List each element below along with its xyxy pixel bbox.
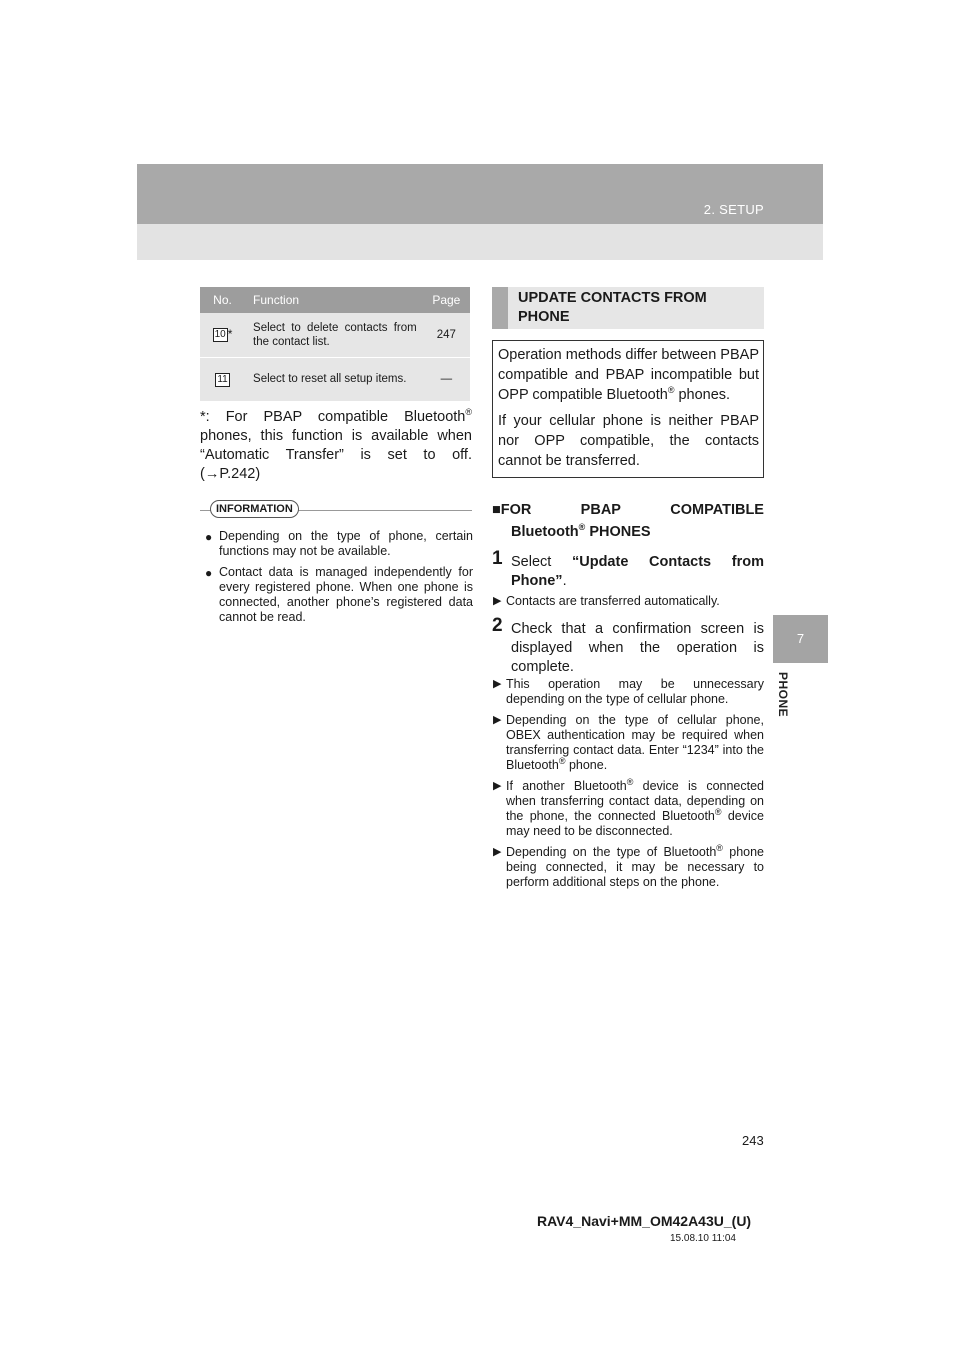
list-item: ▶ Contacts are transferred automatically. xyxy=(493,594,720,608)
intro-paragraph: If your cellular phone is neither PBAP nor OPP compatible, the contacts cannot be transferred. xyxy=(498,413,759,469)
row-number-badge: 10 xyxy=(214,329,226,341)
intro-box xyxy=(492,340,764,478)
footnote-marker: * xyxy=(227,327,233,342)
information-label: INFORMATION xyxy=(210,500,299,518)
list-item: ▶ Depending on the type of Bluetooth® phone being connected, it may be necessary to perform additional steps on the phone. xyxy=(493,842,765,889)
section-title: 2. SETUP xyxy=(703,202,764,217)
triangle-bullet-icon: ▶ xyxy=(493,595,502,607)
row-number-cell xyxy=(200,357,245,401)
table-footnote: *: For PBAP compatible Bluetooth® phones, this function is available when “Automatic Transfer” is set to off. (→P.242) xyxy=(200,407,472,482)
col-function: Function xyxy=(245,287,423,313)
step-1-notes xyxy=(492,594,764,615)
list-item: ● Contact data is managed independently for every registered phone. When one phone is connected, another phone’s registered data cannot be read. xyxy=(205,565,473,624)
list-item: ▶ This operation may be unnecessary depending on the type of cellular phone. xyxy=(493,677,764,706)
table-row xyxy=(200,313,470,357)
step-number: 1 xyxy=(492,548,503,569)
page-cell: 247 xyxy=(423,313,470,357)
registered-mark: ® xyxy=(465,407,472,418)
page-cell: — xyxy=(423,357,470,401)
step-2-notes xyxy=(492,677,764,896)
col-no: No. xyxy=(200,287,245,313)
function-cell: Select to reset all setup items. xyxy=(245,357,423,401)
list-item: ▶ If another Bluetooth® device is connected when transferring contact data, depending on the phone, the connected Bluetooth® device may need to be disconnected. xyxy=(493,776,764,838)
header-subband xyxy=(137,224,823,260)
bullet-icon: ● xyxy=(205,566,213,580)
chapter-label: PHONE xyxy=(776,672,790,718)
list-item: ▶ Depending on the type of cellular phone, OBEX authentication may be required when transferring contact data. Enter “1234” into the Bluetooth® phone. xyxy=(493,713,764,772)
step-number: 2 xyxy=(492,615,503,636)
table-row xyxy=(200,357,470,401)
square-icon: ■ xyxy=(492,502,501,518)
document-code: RAV4_Navi+MM_OM42A43U_(U) xyxy=(537,1213,752,1229)
intro-paragraph: Operation methods differ between PBAP compatible and PBAP incompatible but OPP compatible Bluetooth® phones. xyxy=(498,347,759,403)
chapter-number: 7 xyxy=(796,631,805,646)
information-list xyxy=(205,529,473,631)
function-table xyxy=(200,287,470,401)
chapter-tab xyxy=(773,615,828,663)
subsection-heading: ■FOR PBAP COMPATIBLE Bluetooth® PHONES xyxy=(492,502,764,540)
function-cell: Select to delete contacts from the contact list. xyxy=(245,313,423,357)
triangle-bullet-icon: ▶ xyxy=(493,846,502,858)
step-2: 2 Check that a confirmation screen is displayed when the operation is complete. xyxy=(492,615,764,675)
triangle-bullet-icon: ▶ xyxy=(493,714,502,726)
row-number-cell xyxy=(200,313,245,357)
bullet-icon: ● xyxy=(205,530,213,544)
section-heading-text: UPDATE CONTACTS FROM PHONE xyxy=(518,290,707,325)
document-timestamp: 15.08.10 11:04 xyxy=(670,1233,736,1244)
section-heading xyxy=(492,287,764,329)
list-item: ● Depending on the type of phone, certain functions may not be available. xyxy=(205,529,473,558)
triangle-bullet-icon: ▶ xyxy=(493,780,502,792)
page-number: 243 xyxy=(742,1133,764,1148)
row-number-badge: 11 xyxy=(217,373,228,385)
step-1: 1 Select “Update Contacts from Phone”. xyxy=(492,548,764,589)
col-page: Page xyxy=(423,287,470,313)
heading-bar xyxy=(492,287,508,329)
triangle-bullet-icon: ▶ xyxy=(493,678,502,690)
table-header xyxy=(200,287,470,313)
